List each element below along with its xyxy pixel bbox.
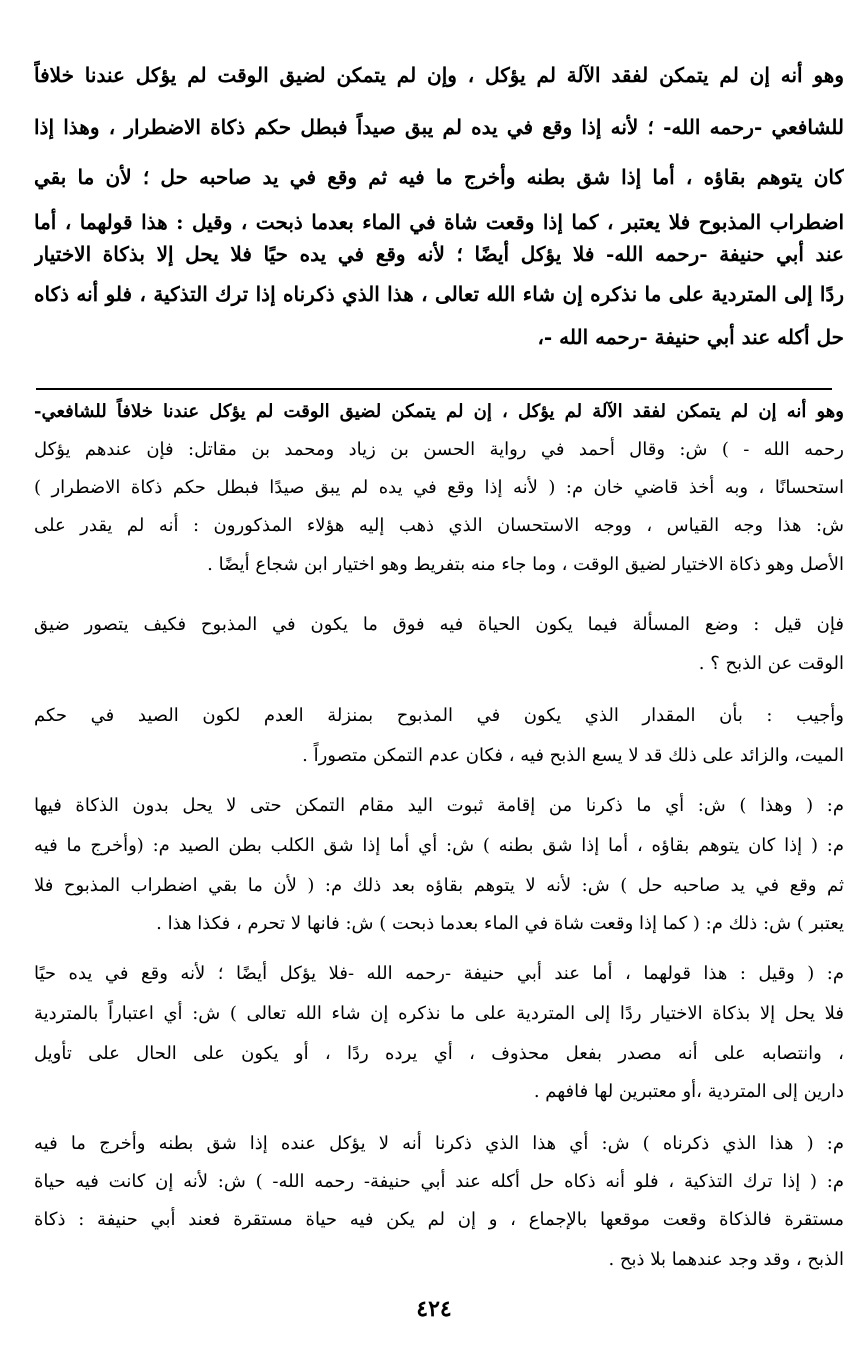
commentary-line: ، وانتصابه على أنه مصدر بفعل محذوف ، أي يرده ردًا ، أو يكون على الحال على تأويل	[34, 1043, 844, 1064]
commentary-line: م: ( هذا الذي ذكرناه ) ش: أي هذا الذي ذكرنا أنه لا يؤكل عنده إذا شق بطنه وأخرج ما فيه	[34, 1133, 844, 1154]
separator-rule	[36, 388, 832, 390]
commentary-line: وهو أنه إن لم يتمكن لفقد الآلة لم يؤكل ، إن لم يتمكن لضيق الوقت لم يؤكل عندنا خلافاً للشافعي-	[34, 401, 844, 422]
commentary-line: استحسانًا ، وبه أخذ قاضي خان م: ( لأنه إذا وقع في يده لم يبق صيدًا فبطل حكم ذكاة الاضطرار )	[34, 477, 844, 498]
commentary-line: دارين إلى المتردية ،أو معتبرين لها فافهم .	[533, 1081, 844, 1102]
main-text-line: كان يتوهم بقاؤه ، أما إذا شق بطنه وأخرج ما فيه ثم وقع في يد صاحبه حل ؛ لأن ما بقي	[34, 165, 844, 189]
commentary-line: الأصل وهو ذكاة الاختيار لضيق الوقت ، وما جاء منه بتفريط وهو اختيار ابن شجاع أيضًا .	[207, 554, 844, 575]
commentary-line: فلا يحل إلا بذكاة الاختيار ردًا إلى المتردية على ما نذكره إن شاء الله تعالى ) ش: أي اعتباراً بالمتردية	[34, 1003, 844, 1024]
commentary-line: م: ( إذا كان يتوهم بقاؤه ، أما إذا شق بطنه ) ش: أي أما إذا شق الكلب بطن الصيد م: (وأخرج ما فيه	[34, 835, 844, 856]
commentary-line: الميت، والزائد على ذلك قد لا يسع الذبح فيه ، فكان عدم التمكن متصوراً .	[302, 745, 844, 766]
commentary-line: رحمه الله - ) ش: وقال أحمد في رواية الحسن بن زياد ومحمد بن مقاتل: فإن عندهم يؤكل	[34, 439, 844, 460]
commentary-line: مستقرة فالذكاة وقعت موقعها بالإجماع ، و إن لم يكن فيه حياة مستقرة فعند أبي حنيفة : ذكاة	[34, 1209, 844, 1230]
commentary-line: م: ( وهذا ) ش: أي ما ذكرنا من إقامة ثبوت اليد مقام التمكن حتى لا يحل بدون الذكاة فيها	[34, 795, 844, 816]
commentary-line: الذبح ، وقد وجد عندهما بلا ذبح .	[608, 1249, 844, 1270]
commentary-line: م: ( وقيل : هذا قولهما ، أما عند أبي حنيفة -رحمه الله -فلا يؤكل أيضًا ؛ لأنه وقع في يده حيًا	[34, 963, 844, 984]
main-text-line: وهو أنه إن لم يتمكن لفقد الآلة لم يؤكل ، وإن لم يتمكن لضيق الوقت لم يؤكل عندنا خلافاً	[34, 63, 844, 87]
main-text-line: عند أبي حنيفة -رحمه الله- فلا يؤكل أيضًا ؛ لأنه وقع في يده حيًا فلا يحل إلا بذكاة الاختيار	[34, 242, 844, 266]
main-text-line: اضطراب المذبوح فلا يعتبر ، كما إذا وقعت شاة في الماء بعدما ذبحت ، وقيل : هذا قولهما ، أما	[34, 210, 844, 234]
commentary-line: ش: هذا وجه القياس ، ووجه الاستحسان الذي ذهب إليه هؤلاء المذكورون : أنه لم يقدر على	[34, 515, 844, 536]
page-number: ٤٢٤	[416, 1296, 452, 1322]
commentary-line: ثم وقع في يد صاحبه حل ) ش: لأنه لا يتوهم بقاؤه بعد ذلك م: ( لأن ما بقي اضطراب المذبوح فلا	[34, 875, 844, 896]
main-text-line: للشافعي -رحمه الله- ؛ لأنه إذا وقع في يده لم يبق صيداً فبطل حكم ذكاة الاضطرار ، وهذا إذا	[34, 115, 844, 139]
commentary-line: الوقت عن الذبح ؟ .	[698, 653, 844, 674]
main-text-line: حل أكله عند أبي حنيفة -رحمه الله -،	[537, 325, 844, 349]
commentary-line: فإن قيل : وضع المسألة فيما يكون الحياة فيه فوق ما يكون في المذبوح فكيف يتصور ضيق	[34, 614, 844, 635]
main-text-line: ردًا إلى المتردية على ما نذكره إن شاء الله تعالى ، هذا الذي ذكرناه إذا ترك التذكية ، فلو أنه ذكاه	[34, 282, 844, 306]
commentary-line: وأجيب : بأن المقدار الذي يكون في المذبوح بمنزلة العدم لكون الصيد في حكم	[34, 705, 844, 726]
commentary-line: يعتبر ) ش: ذلك م: ( كما إذا وقعت شاة في الماء بعدما ذبحت ) ش: فانها لا تحرم ، فكذا هذا .	[156, 913, 844, 934]
commentary-line: م: ( إذا ترك التذكية ، فلو أنه ذكاه حل أكله عند أبي حنيفة- رحمه الله- ) ش: لأنه إن كانت فيه حياة	[34, 1171, 844, 1192]
